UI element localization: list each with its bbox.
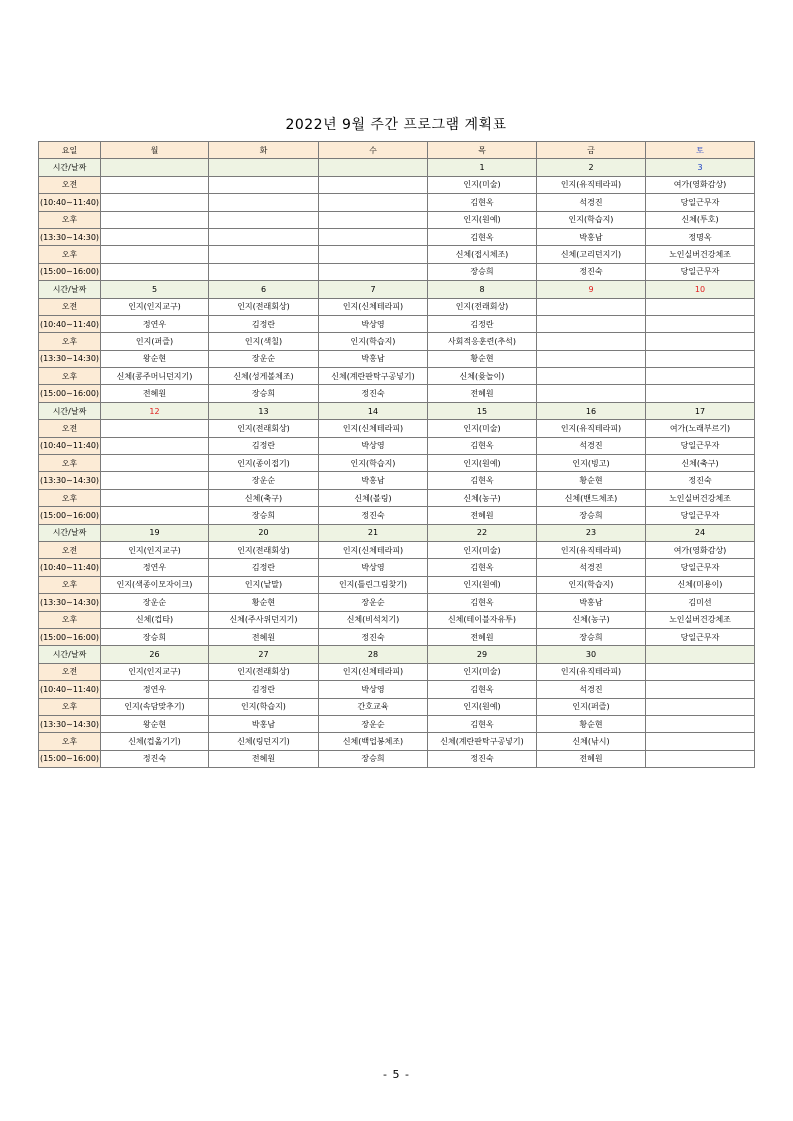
staff-cell: 박상영 — [319, 437, 428, 454]
program-cell — [101, 211, 209, 228]
date-cell: 13 — [209, 402, 319, 419]
schedule-body — [39, 142, 755, 768]
program-cell — [646, 298, 755, 315]
date-cell: 17 — [646, 402, 755, 419]
staff-cell — [101, 263, 209, 280]
date-row — [39, 159, 755, 176]
date-row-label: 시간/날짜 — [39, 159, 101, 176]
staff-cell: 장승희 — [209, 385, 319, 402]
program-row — [39, 663, 755, 680]
time-slot-name: 오후 — [39, 733, 101, 750]
time-slot-hours: (10:40~11:40) — [39, 681, 101, 698]
program-cell: 인지(미술) — [428, 541, 537, 558]
staff-cell: 김현옥 — [428, 472, 537, 489]
corner-label: 요일 — [39, 142, 101, 159]
program-cell: 인지(틀린그림찾기) — [319, 576, 428, 593]
time-slot-name: 오후 — [39, 368, 101, 385]
date-cell: 21 — [319, 524, 428, 541]
time-slot-hours: (13:30~14:30) — [39, 715, 101, 732]
time-slot-name: 오후 — [39, 576, 101, 593]
staff-cell: 당일근무자 — [646, 559, 755, 576]
program-cell — [646, 663, 755, 680]
staff-cell — [646, 715, 755, 732]
staff-cell: 당일근무자 — [646, 194, 755, 211]
program-cell — [101, 420, 209, 437]
staff-row — [39, 263, 755, 280]
date-cell: 6 — [209, 281, 319, 298]
date-row-label: 시간/날짜 — [39, 646, 101, 663]
staff-cell — [319, 194, 428, 211]
day-header: 월 — [101, 142, 209, 159]
program-cell: 신체(농구) — [428, 489, 537, 506]
time-slot-hours: (10:40~11:40) — [39, 315, 101, 332]
time-slot-hours: (15:00~16:00) — [39, 385, 101, 402]
program-cell: 신체(접시체조) — [428, 246, 537, 263]
program-cell — [537, 368, 646, 385]
date-cell: 26 — [101, 646, 209, 663]
program-cell: 인지(학습지) — [319, 455, 428, 472]
program-cell: 인지(빙고) — [537, 455, 646, 472]
staff-cell: 김현옥 — [428, 715, 537, 732]
program-cell — [319, 246, 428, 263]
program-cell: 인지(원예) — [428, 455, 537, 472]
program-row — [39, 733, 755, 750]
staff-cell: 전혜원 — [101, 385, 209, 402]
staff-cell: 장운순 — [101, 594, 209, 611]
staff-cell: 박상영 — [319, 315, 428, 332]
program-cell: 신체(고리던지기) — [537, 246, 646, 263]
date-cell: 22 — [428, 524, 537, 541]
program-cell: 신체(볼링) — [319, 489, 428, 506]
staff-cell — [101, 437, 209, 454]
date-row-label: 시간/날짜 — [39, 402, 101, 419]
time-slot-hours: (10:40~11:40) — [39, 559, 101, 576]
staff-cell — [209, 228, 319, 245]
staff-cell: 석경진 — [537, 194, 646, 211]
program-cell: 신체(컵타) — [101, 611, 209, 628]
staff-cell: 장승희 — [537, 507, 646, 524]
program-cell: 신체(테이블자유투) — [428, 611, 537, 628]
time-slot-hours: (13:30~14:30) — [39, 350, 101, 367]
program-cell: 신체(밴드체조) — [537, 489, 646, 506]
program-row — [39, 298, 755, 315]
staff-cell: 김현옥 — [428, 559, 537, 576]
time-slot-name: 오전 — [39, 420, 101, 437]
time-slot-name: 오후 — [39, 611, 101, 628]
program-cell: 인지(학습지) — [209, 698, 319, 715]
staff-row — [39, 559, 755, 576]
date-cell: 1 — [428, 159, 537, 176]
staff-cell: 김미선 — [646, 594, 755, 611]
staff-cell: 박홍남 — [209, 715, 319, 732]
staff-cell: 정명옥 — [646, 228, 755, 245]
program-cell — [319, 176, 428, 193]
date-cell: 2 — [537, 159, 646, 176]
program-cell: 인지(속담맞추기) — [101, 698, 209, 715]
date-cell: 19 — [101, 524, 209, 541]
program-cell: 인지(색칠) — [209, 333, 319, 350]
staff-cell: 정연우 — [101, 559, 209, 576]
day-header: 목 — [428, 142, 537, 159]
staff-cell: 정진숙 — [428, 750, 537, 767]
staff-cell: 김현옥 — [428, 437, 537, 454]
program-cell: 인지(유직테라피) — [537, 176, 646, 193]
staff-cell: 김정란 — [209, 681, 319, 698]
staff-cell: 정진숙 — [537, 263, 646, 280]
time-slot-hours: (15:00~16:00) — [39, 750, 101, 767]
staff-row — [39, 350, 755, 367]
staff-row — [39, 715, 755, 732]
program-cell: 인지(신체테라피) — [319, 541, 428, 558]
program-cell: 신체(콩주머니던지기) — [101, 368, 209, 385]
staff-cell: 박홍남 — [537, 594, 646, 611]
time-slot-hours: (15:00~16:00) — [39, 628, 101, 645]
program-cell: 신체(성게볼체조) — [209, 368, 319, 385]
staff-cell: 박상영 — [319, 559, 428, 576]
staff-cell: 전혜원 — [209, 628, 319, 645]
time-slot-hours: (15:00~16:00) — [39, 507, 101, 524]
staff-cell: 정진숙 — [319, 507, 428, 524]
date-row-label: 시간/날짜 — [39, 281, 101, 298]
program-cell: 여가(영화감상) — [646, 541, 755, 558]
program-cell — [209, 211, 319, 228]
program-cell: 인지(유직테라피) — [537, 541, 646, 558]
staff-cell — [646, 681, 755, 698]
date-cell: 15 — [428, 402, 537, 419]
date-cell: 20 — [209, 524, 319, 541]
date-row — [39, 524, 755, 541]
program-cell — [209, 176, 319, 193]
program-cell: 인지(미술) — [428, 176, 537, 193]
day-header-row — [39, 142, 755, 159]
program-cell: 인지(종이접기) — [209, 455, 319, 472]
time-slot-name: 오후 — [39, 698, 101, 715]
staff-cell: 김현옥 — [428, 194, 537, 211]
program-cell: 인지(퍼즐) — [537, 698, 646, 715]
staff-cell: 박홍남 — [319, 350, 428, 367]
program-cell: 신체(미용이) — [646, 576, 755, 593]
program-cell — [101, 455, 209, 472]
program-cell: 인지(전래회상) — [428, 298, 537, 315]
date-row — [39, 646, 755, 663]
program-cell: 신체(백업봉체조) — [319, 733, 428, 750]
program-cell: 신체(축구) — [209, 489, 319, 506]
date-cell: 7 — [319, 281, 428, 298]
program-cell: 여가(영화감상) — [646, 176, 755, 193]
program-row — [39, 576, 755, 593]
program-cell — [101, 246, 209, 263]
program-row — [39, 698, 755, 715]
program-cell: 신체(비석치기) — [319, 611, 428, 628]
staff-cell: 장승희 — [428, 263, 537, 280]
program-row — [39, 176, 755, 193]
time-slot-hours: (13:30~14:30) — [39, 228, 101, 245]
date-cell: 23 — [537, 524, 646, 541]
date-row — [39, 402, 755, 419]
program-cell: 인지(학습지) — [537, 576, 646, 593]
date-cell: 8 — [428, 281, 537, 298]
staff-cell: 정진숙 — [319, 385, 428, 402]
staff-cell: 김정란 — [209, 315, 319, 332]
staff-row — [39, 681, 755, 698]
staff-cell: 전혜원 — [428, 385, 537, 402]
staff-row — [39, 507, 755, 524]
program-cell — [646, 333, 755, 350]
time-slot-hours: (13:30~14:30) — [39, 594, 101, 611]
staff-row — [39, 594, 755, 611]
program-cell — [646, 733, 755, 750]
program-cell — [646, 368, 755, 385]
program-cell: 인지(신체테라피) — [319, 663, 428, 680]
staff-cell: 전혜원 — [209, 750, 319, 767]
time-slot-name: 오전 — [39, 298, 101, 315]
time-slot-hours: (15:00~16:00) — [39, 263, 101, 280]
program-cell: 인지(신체테라피) — [319, 298, 428, 315]
program-cell: 인지(낱말) — [209, 576, 319, 593]
staff-cell — [101, 472, 209, 489]
program-cell — [101, 176, 209, 193]
program-cell: 인지(전래회상) — [209, 663, 319, 680]
program-cell: 인지(퍼즐) — [101, 333, 209, 350]
program-cell: 신체(계란판탁구공넣기) — [428, 733, 537, 750]
program-cell — [209, 246, 319, 263]
staff-cell — [319, 263, 428, 280]
staff-row — [39, 437, 755, 454]
program-cell: 신체(컵옮기기) — [101, 733, 209, 750]
program-cell: 노인실버건강체조 — [646, 489, 755, 506]
staff-cell: 장승희 — [209, 507, 319, 524]
date-cell: 9 — [537, 281, 646, 298]
date-cell: 24 — [646, 524, 755, 541]
program-cell: 신체(주사위던지기) — [209, 611, 319, 628]
date-cell: 14 — [319, 402, 428, 419]
program-cell: 신체(농구) — [537, 611, 646, 628]
program-cell: 인지(유직테라피) — [537, 420, 646, 437]
program-cell: 인지(전래회상) — [209, 541, 319, 558]
staff-cell: 황순현 — [428, 350, 537, 367]
staff-cell — [646, 750, 755, 767]
day-header-saturday: 토 — [646, 142, 755, 159]
program-cell: 인지(원예) — [428, 698, 537, 715]
program-cell: 인지(유직테라피) — [537, 663, 646, 680]
staff-cell: 전혜원 — [537, 750, 646, 767]
program-row — [39, 541, 755, 558]
program-cell: 인지(미술) — [428, 663, 537, 680]
staff-row — [39, 628, 755, 645]
staff-cell: 장운순 — [209, 350, 319, 367]
staff-cell: 석경진 — [537, 559, 646, 576]
program-cell: 인지(인지교구) — [101, 541, 209, 558]
program-cell: 간호교육 — [319, 698, 428, 715]
staff-cell: 전혜원 — [428, 507, 537, 524]
staff-cell: 장승희 — [537, 628, 646, 645]
program-cell — [101, 489, 209, 506]
date-cell: 12 — [101, 402, 209, 419]
program-cell: 신체(링던지기) — [209, 733, 319, 750]
staff-cell — [537, 315, 646, 332]
date-cell — [646, 646, 755, 663]
staff-cell — [537, 350, 646, 367]
staff-row — [39, 472, 755, 489]
staff-cell: 김현옥 — [428, 228, 537, 245]
staff-cell: 박홍남 — [319, 472, 428, 489]
program-cell — [537, 333, 646, 350]
staff-cell: 김정란 — [209, 437, 319, 454]
staff-cell: 당일근무자 — [646, 507, 755, 524]
staff-cell: 장승희 — [319, 750, 428, 767]
program-cell: 인지(학습지) — [319, 333, 428, 350]
date-cell — [101, 159, 209, 176]
program-cell: 인지(전래회상) — [209, 298, 319, 315]
staff-cell: 황순현 — [209, 594, 319, 611]
staff-cell: 김정란 — [428, 315, 537, 332]
program-cell — [319, 211, 428, 228]
staff-cell: 장운순 — [319, 594, 428, 611]
staff-cell: 당일근무자 — [646, 437, 755, 454]
program-cell: 인지(인지교구) — [101, 298, 209, 315]
time-slot-hours: (10:40~11:40) — [39, 194, 101, 211]
time-slot-name: 오후 — [39, 455, 101, 472]
day-header: 수 — [319, 142, 428, 159]
program-cell: 사회적응훈련(추석) — [428, 333, 537, 350]
program-cell: 신체(계란판탁구공넣기) — [319, 368, 428, 385]
program-row — [39, 333, 755, 350]
staff-cell — [101, 507, 209, 524]
date-cell: 10 — [646, 281, 755, 298]
program-cell — [537, 298, 646, 315]
program-cell: 인지(원예) — [428, 211, 537, 228]
time-slot-hours: (10:40~11:40) — [39, 437, 101, 454]
program-row — [39, 246, 755, 263]
staff-cell: 정진숙 — [319, 628, 428, 645]
program-row — [39, 420, 755, 437]
date-row-label: 시간/날짜 — [39, 524, 101, 541]
time-slot-name: 오후 — [39, 211, 101, 228]
staff-cell: 김정란 — [209, 559, 319, 576]
day-header: 금 — [537, 142, 646, 159]
program-cell: 인지(전래회상) — [209, 420, 319, 437]
staff-cell: 황순현 — [537, 472, 646, 489]
date-cell: 27 — [209, 646, 319, 663]
page-title: 2022년 9월 주간 프로그램 계획표 — [285, 117, 507, 133]
program-cell: 인지(학습지) — [537, 211, 646, 228]
time-slot-name: 오후 — [39, 333, 101, 350]
program-cell: 신체(축구) — [646, 455, 755, 472]
staff-cell: 왕순현 — [101, 350, 209, 367]
time-slot-hours: (13:30~14:30) — [39, 472, 101, 489]
page-number: - 5 - — [383, 1068, 410, 1081]
staff-cell: 석경진 — [537, 681, 646, 698]
staff-cell — [646, 385, 755, 402]
date-cell: 30 — [537, 646, 646, 663]
program-cell: 신체(윷놀이) — [428, 368, 537, 385]
program-cell: 여가(노래부르기) — [646, 420, 755, 437]
program-row — [39, 489, 755, 506]
staff-cell: 박홍남 — [537, 228, 646, 245]
schedule-table — [38, 141, 755, 768]
program-cell: 신체(투호) — [646, 211, 755, 228]
program-cell: 인지(신체테라피) — [319, 420, 428, 437]
staff-cell — [209, 194, 319, 211]
staff-cell: 장승희 — [101, 628, 209, 645]
time-slot-name: 오전 — [39, 176, 101, 193]
program-cell — [646, 698, 755, 715]
staff-cell: 장운순 — [209, 472, 319, 489]
program-row — [39, 368, 755, 385]
staff-cell: 정연우 — [101, 681, 209, 698]
staff-cell — [537, 385, 646, 402]
staff-row — [39, 385, 755, 402]
day-header: 화 — [209, 142, 319, 159]
staff-row — [39, 315, 755, 332]
staff-cell — [101, 228, 209, 245]
date-cell: 28 — [319, 646, 428, 663]
staff-cell: 석경진 — [537, 437, 646, 454]
time-slot-name: 오후 — [39, 489, 101, 506]
staff-cell: 김현옥 — [428, 681, 537, 698]
staff-cell — [209, 263, 319, 280]
date-row — [39, 281, 755, 298]
time-slot-name: 오후 — [39, 246, 101, 263]
program-cell: 신체(낚시) — [537, 733, 646, 750]
staff-cell — [646, 315, 755, 332]
program-row — [39, 455, 755, 472]
program-cell: 인지(원예) — [428, 576, 537, 593]
staff-row — [39, 750, 755, 767]
program-cell: 인지(미술) — [428, 420, 537, 437]
staff-cell: 장운순 — [319, 715, 428, 732]
program-cell: 노인실버건강체조 — [646, 611, 755, 628]
staff-cell: 정진숙 — [101, 750, 209, 767]
staff-cell: 박상영 — [319, 681, 428, 698]
staff-cell: 김현옥 — [428, 594, 537, 611]
staff-cell: 정진숙 — [646, 472, 755, 489]
staff-cell — [319, 228, 428, 245]
staff-cell: 전혜원 — [428, 628, 537, 645]
program-cell: 인지(인지교구) — [101, 663, 209, 680]
staff-cell: 당일근무자 — [646, 263, 755, 280]
date-cell — [319, 159, 428, 176]
time-slot-name: 오전 — [39, 663, 101, 680]
date-cell: 3 — [646, 159, 755, 176]
date-cell: 5 — [101, 281, 209, 298]
time-slot-name: 오전 — [39, 541, 101, 558]
staff-cell: 당일근무자 — [646, 628, 755, 645]
program-row — [39, 211, 755, 228]
staff-row — [39, 194, 755, 211]
date-cell: 16 — [537, 402, 646, 419]
program-row — [39, 611, 755, 628]
program-cell: 인지(색종이모자이크) — [101, 576, 209, 593]
staff-cell: 정연우 — [101, 315, 209, 332]
staff-cell — [646, 350, 755, 367]
staff-cell — [101, 194, 209, 211]
program-cell: 노인실버건강체조 — [646, 246, 755, 263]
date-cell: 29 — [428, 646, 537, 663]
staff-cell: 왕순현 — [101, 715, 209, 732]
staff-row — [39, 228, 755, 245]
date-cell — [209, 159, 319, 176]
staff-cell: 황순현 — [537, 715, 646, 732]
